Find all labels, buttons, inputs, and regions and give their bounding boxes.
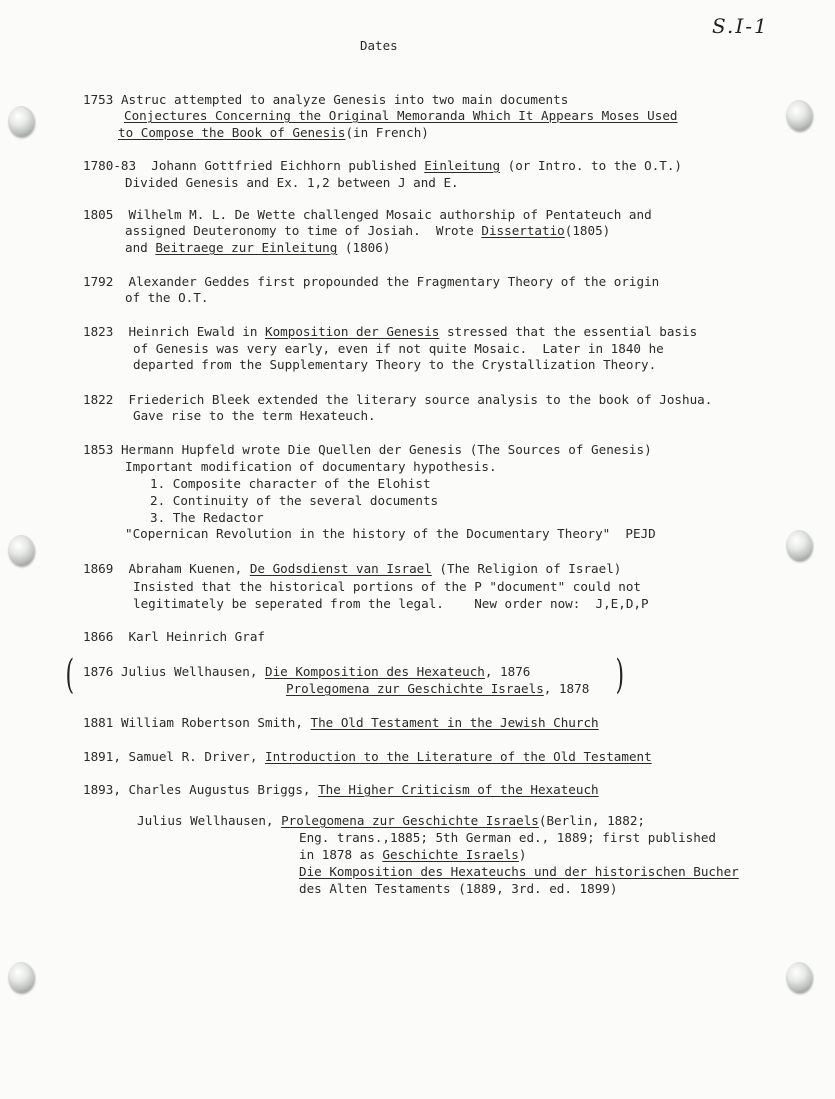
list-item: 1. Composite character of the Elohist [150, 476, 431, 491]
entry-1805: 1805 Wilhelm M. L. De Wette challenged Mosaic authorship of Pentateuch and [83, 207, 652, 222]
book-title: The Higher Criticism of the Hexateuch [318, 782, 599, 797]
entry-year: 1792 [83, 274, 114, 289]
punch-hole [786, 962, 812, 992]
book-title: Einleitung [424, 158, 501, 173]
entry-1823: 1823 Heinrich Ewald in Komposition der Genesis stressed that the essential basis [83, 324, 698, 339]
book-title: De Godsdienst van Israel [249, 561, 432, 576]
punch-hole [8, 962, 34, 992]
book-title: The Old Testament in the Jewish Church [310, 715, 599, 730]
entry-year: 1869 [83, 561, 114, 576]
entry-1891: 1891, Samuel R. Driver, Introduction to the Literature of the Old Testament [83, 749, 652, 764]
book-title: Die Komposition des Hexateuch [265, 664, 485, 679]
book-title: Komposition der Genesis [265, 324, 440, 339]
punch-hole [8, 106, 34, 136]
entry-year: 1805 [83, 207, 114, 222]
book-title: Die Komposition des Hexateuchs und der historischen Bucher [299, 864, 739, 879]
entry-year: 1881 [83, 715, 114, 730]
punch-hole [786, 530, 812, 560]
book-title: Prolegomena zur Geschichte Israels [286, 681, 544, 696]
entry-year: 1780-83 [83, 158, 137, 173]
punch-hole [786, 100, 812, 130]
book-title: Beitraege zur Einleitung [155, 240, 338, 255]
book-title: Conjectures Concerning the Original Memoranda Which It Appears Moses Used [124, 108, 678, 123]
list-item: 2. Continuity of the several documents [150, 493, 439, 508]
entry-1792: 1792 Alexander Geddes first propounded the Fragmentary Theory of the origin [83, 274, 660, 289]
entry-year: 1866 [83, 629, 114, 644]
bibliographic-note: Julius Wellhausen, Prolegomena zur Geschichte Israels(Berlin, 1882; [137, 813, 646, 828]
punch-hole [8, 535, 34, 565]
entry-year: 1891, [83, 749, 121, 764]
entry-1881: 1881 William Robertson Smith, The Old Testament in the Jewish Church [83, 715, 599, 730]
handwritten-bracket-left: ( [65, 652, 75, 698]
entry-1893: 1893, Charles Augustus Briggs, The Higher Criticism of the Hexateuch [83, 782, 599, 797]
page-title: Dates [360, 38, 398, 53]
entry-1753: 1753 Astruc attempted to analyze Genesis into two main documents [83, 92, 569, 107]
document-page: S.I-1 Dates 1753 Astruc attempted to analyze Genesis into two main documents Conjectures Concerning the Original Memoranda Which It Appears Moses Used to Compose the Book of Genesis(in French) 1780-83 Johann Gottfried Eichhorn published Einleitung (or Intro. to the O.T.) Divided Genesis and Ex. 1,2 between J and E. 1805 Wilhelm M. L. De Wette challenged Mosaic authorship of Pentateuch and assigned Deuteronomy to time of Josiah. Wrote Dissertatio(1805) and Beitraege zur Einleitung (1806) 1792 Alexander Geddes first propounded the Fragmentary Theory of the origin of the O.T. 1823 Heinrich Ewald in Komposition der Genesis stressed that the essential basis of Genesis was very early, even if not quite Mosaic. Later in 1840 he departed from the Supplementary Theory to the Crystallization Theory. 1822 Friederich Bleek extended the literary source analysis to the book of Joshua. Gave rise to the term Hexateuch. 1853 Hermann Hupfeld wrote Die Quellen der Genesis (The Sources of Genesis) Important modification of documentary hypothesis. 1. Composite character of the Elohist 2. Continuity of the several documents 3. The Redactor "Copernican Revolution in the history of the Documentary Theory" PEJD 1869 Abraham Kuenen, De Godsdienst van Israel (The Religion of Israel) Insisted that the historical portions of the P "document" could not legitimately be seperated from the legal. New order now: J,E,D,P 1866 Karl Heinrich Graf ( 1876 Julius Wellhausen, Die Komposition des Hexateuch, 1876 Prolegomena zur Geschichte Israels, 1878 ) 1881 William Robertson Smith, The Old Testament in the Jewish Church 1891, Samuel R. Driver, Introduction to the Literature of the Old Testament 1893, Charles Augustus Briggs, The Higher Criticism of the Hexateuch Julius Wellhausen, Prolegomena zur Geschichte Israels(Berlin, 1882; Eng. trans.,1885; 5th German ed., 1889; first published in 1878 as Geschichte Israels) Die Komposition des Hexateuchs und der historischen Bucher des Alten Testaments (1889, 3rd. ed. 1899) [0, 0, 835, 1099]
entry-year: 1753 [83, 92, 114, 107]
handwritten-bracket-right: ) [615, 652, 625, 698]
book-title: Geschichte Israels [382, 847, 519, 862]
entry-year: 1823 [83, 324, 114, 339]
entry-1869: 1869 Abraham Kuenen, De Godsdienst van Israel (The Religion of Israel) [83, 561, 622, 576]
entry-year: 1876 [83, 664, 114, 679]
book-title: Dissertatio [481, 223, 565, 238]
book-title: to Compose the Book of Genesis [118, 125, 346, 140]
entry-1822: 1822 Friederich Bleek extended the literary source analysis to the book of Joshua. [83, 392, 713, 407]
page-reference: S.I-1 [712, 14, 769, 38]
entry-year: 1822 [83, 392, 114, 407]
entry-1876: 1876 Julius Wellhausen, Die Komposition des Hexateuch, 1876 [83, 664, 531, 679]
entry-1853: 1853 Hermann Hupfeld wrote Die Quellen der Genesis (The Sources of Genesis) [83, 442, 652, 457]
list-item: 3. The Redactor [150, 510, 264, 525]
entry-year: 1853 [83, 442, 114, 457]
entry-year: 1893, [83, 782, 121, 797]
entry-1780-83: 1780-83 Johann Gottfried Eichhorn published Einleitung (or Intro. to the O.T.) [83, 158, 683, 173]
book-title: Prolegomena zur Geschichte Israels [281, 813, 539, 828]
book-title: Heinrich Ewald in [128, 324, 265, 339]
entry-1866: 1866 Karl Heinrich Graf [83, 629, 265, 644]
book-title: Introduction to the Literature of the Old Testament [265, 749, 652, 764]
